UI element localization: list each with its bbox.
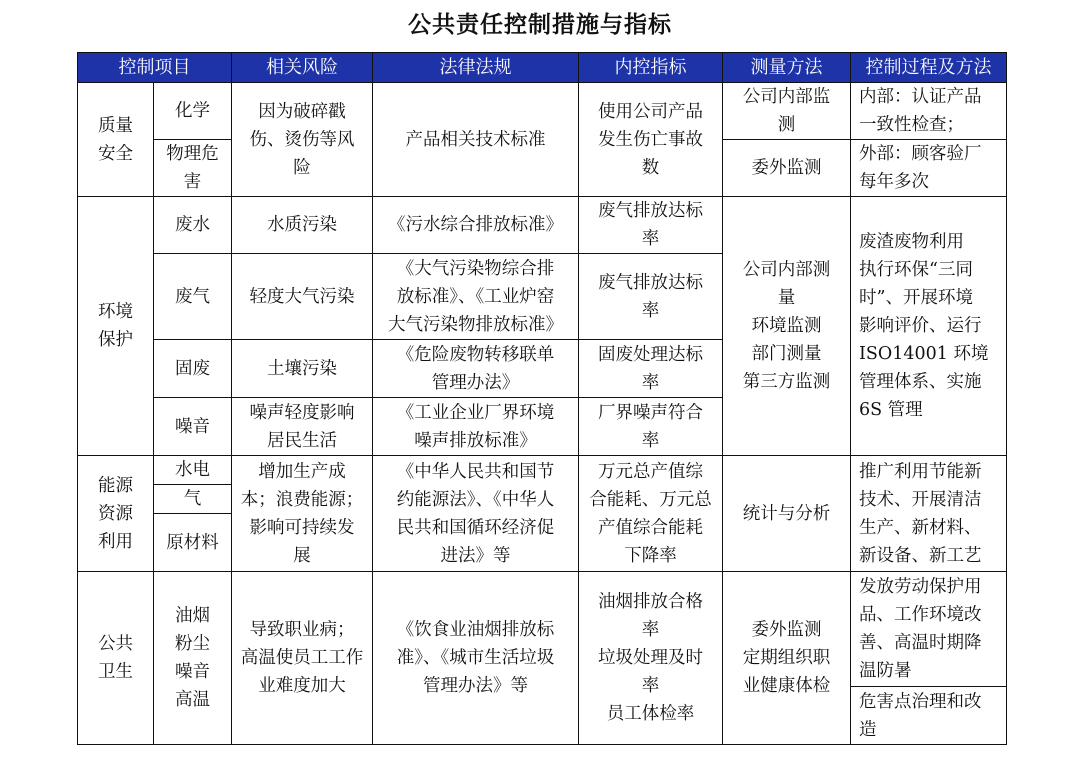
- sub-item-cell: 废水: [154, 197, 232, 254]
- process-cell: 发放劳动保护用 品、工作环境改 善、高温时期降 温防暑: [851, 572, 1007, 687]
- sub-item-cell: 原材料: [154, 514, 232, 572]
- process-cell: 危害点治理和改 造: [851, 687, 1007, 745]
- indicator-cell: 万元总产值综 合能耗、万元总 产值综合能耗 下降率: [579, 456, 723, 572]
- risk-cell: 轻度大气污染: [232, 254, 373, 340]
- law-cell: 《工业企业厂界环境 噪声排放标准》: [373, 398, 579, 456]
- sub-item-cell: 废气: [154, 254, 232, 340]
- risk-cell: 噪声轻度影响 居民生活: [232, 398, 373, 456]
- indicator-cell: 废气排放达标 率: [579, 197, 723, 254]
- category-cell: 公共 卫生: [78, 572, 154, 745]
- responsibility-table: [77, 52, 1007, 745]
- method-cell: 委外监测 定期组织职 业健康体检: [723, 572, 851, 745]
- indicator-cell: 废气排放达标 率: [579, 254, 723, 340]
- risk-cell: 土壤污染: [232, 340, 373, 398]
- risk-cell: 增加生产成 本；浪费能源； 影响可持续发 展: [232, 456, 373, 572]
- indicator-cell: 油烟排放合格 率 垃圾处理及时 率 员工体检率: [579, 572, 723, 745]
- law-cell: 产品相关技术标准: [373, 83, 579, 197]
- indicator-cell: 固废处理达标 率: [579, 340, 723, 398]
- law-cell: 《污水综合排放标准》: [373, 197, 579, 254]
- law-cell: 《中华人民共和国节 约能源法》、《中华人 民共和国循环经济促 进法》等: [373, 456, 579, 572]
- law-cell: 《大气污染物综合排 放标准》、《工业炉窑 大气污染物排放标准》: [373, 254, 579, 340]
- sub-item-cell: 物理危 害: [154, 140, 232, 197]
- sub-item-cell: 气: [154, 485, 232, 514]
- sub-item-cell: 噪音: [154, 398, 232, 456]
- header-process: 控制过程及方法: [851, 53, 1007, 83]
- process-cell: 内部：认证产品 一致性检查；: [851, 83, 1007, 140]
- risk-cell: 水质污染: [232, 197, 373, 254]
- header-indicator: 内控指标: [579, 53, 723, 83]
- header-law: 法律法规: [373, 53, 579, 83]
- risk-cell: 导致职业病； 高温使员工工作 业难度加大: [232, 572, 373, 745]
- table-row: [78, 456, 1007, 485]
- header-method: 测量方法: [723, 53, 851, 83]
- process-cell: 推广利用节能新 技术、开展清洁 生产、新材料、 新设备、新工艺: [851, 456, 1007, 572]
- table-row: [78, 83, 1007, 140]
- risk-cell: 因为破碎戳 伤、烫伤等风 险: [232, 83, 373, 197]
- sub-item-cell: 固废: [154, 340, 232, 398]
- category-cell: 能源 资源 利用: [78, 456, 154, 572]
- method-cell: 公司内部监 测: [723, 83, 851, 140]
- law-cell: 《饮食业油烟排放标 准》、《城市生活垃圾 管理办法》等: [373, 572, 579, 745]
- sub-item-cell: 化学: [154, 83, 232, 140]
- category-cell: 环境 保护: [78, 197, 154, 456]
- document-title: 公共责任控制措施与指标: [408, 12, 672, 38]
- process-cell: 外部：顾客验厂 每年多次: [851, 140, 1007, 197]
- process-cell: 废渣废物利用 执行环保“三同 时”、开展环境 影响评价、运行 ISO14001 环境 管理体系、实施 6S 管理: [851, 197, 1007, 456]
- indicator-cell: 使用公司产品 发生伤亡事故 数: [579, 83, 723, 197]
- method-cell: 统计与分析: [723, 456, 851, 572]
- method-cell: 委外监测: [723, 140, 851, 197]
- law-cell: 《危险废物转移联单 管理办法》: [373, 340, 579, 398]
- sub-item-cell: 油烟 粉尘 噪音 高温: [154, 572, 232, 745]
- indicator-cell: 厂界噪声符合 率: [579, 398, 723, 456]
- table-row: [78, 572, 1007, 687]
- header-control-item: 控制项目: [78, 53, 232, 83]
- header-row: [78, 53, 1007, 83]
- category-cell: 质量 安全: [78, 83, 154, 197]
- table-row: [78, 197, 1007, 254]
- header-risk: 相关风险: [232, 53, 373, 83]
- method-cell: 公司内部测 量 环境监测 部门测量 第三方监测: [723, 197, 851, 456]
- sub-item-cell: 水电: [154, 456, 232, 485]
